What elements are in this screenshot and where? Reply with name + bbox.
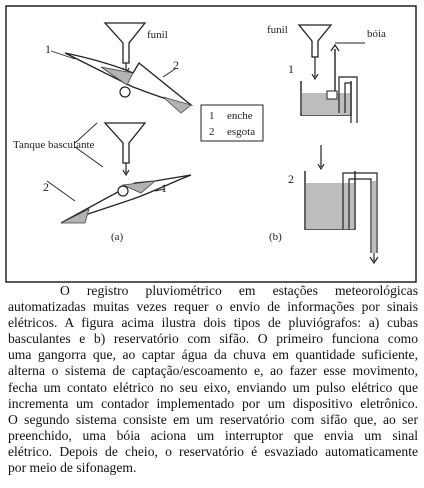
bucket-water-bottom [61,209,89,223]
label-num-1-right: 1 [288,62,294,76]
paragraph-line: O segundo sistema consiste em um reservatório com sifão que, ao ser [8,411,418,427]
paragraph-line: elétrico. Depois de cheio, o reservatório é esvaziado automaticamente [8,443,418,459]
paragraph-line: automatizadas muitas vezes requer o envio de informações por sinais [8,299,418,315]
siphon-reservoir-top [299,25,365,123]
paragraph-line: O registro pluviométrico em estações meteorológicas [60,283,418,298]
label-funil-left: funil [147,29,168,41]
caption-a: (a) [111,231,124,243]
tipping-bucket-bottom [47,123,191,223]
pivot-top-icon [120,87,130,97]
label-num-1-bottom: 1 [161,181,167,195]
float-icon [327,91,337,99]
label-funil-right: funil [267,24,288,36]
paragraph-line: fecha um contato elétrico no seu eixo, enviando um pulso elétrico que [8,379,418,395]
label-num-2-top: 2 [173,58,179,72]
paragraph-line: basculantes e b) reservatório com sifão. O primeiro funciona como [8,331,418,347]
paragraph-line: por meio de sifonagem. [8,460,137,476]
paragraph-line: uma gangorra que, ao captar água da chuva em quantidade suficiente, [8,347,418,363]
tipping-bucket-top [51,23,191,113]
label-num-2-right: 2 [288,172,294,186]
siphon-reservoir-bottom [305,145,378,263]
legend-text-enche: enche [227,110,253,122]
pluviograph-figure [5,5,417,283]
legend-text-esgota: esgota [227,126,256,138]
pivot-bottom-icon [118,186,128,196]
paragraph-line: incrementa um contador implementado por um dispositivo eletrônico. [8,395,418,411]
caption-b: (b) [269,231,282,243]
paragraph-line: elétricos. A figura acima ilustra dois tipos de pluviógrafos: a) cubas [8,315,418,331]
reservoir-water-top [302,93,350,115]
description-paragraph [8,283,418,476]
funnel-bottom-icon [105,123,145,163]
figure-drawing [5,5,417,283]
funnel-top-icon [105,23,145,63]
legend-num-1: 1 [209,110,215,122]
reservoir-water-bottom [306,183,354,229]
funnel-right-icon [299,25,331,57]
paragraph-line: preenchido, uma bóia aciona um interruptor que envia um sinal [8,427,418,443]
paragraph-line: alterna o sistema de captação/escoamento e, ao fazer esse movimento, [8,363,418,379]
label-num-1-top: 1 [45,42,51,56]
label-boia: bóia [367,28,386,40]
label-tanque-basculante: Tanque basculante [13,139,95,151]
legend-num-2: 2 [209,126,215,138]
label-num-2-bottom: 2 [43,180,49,194]
